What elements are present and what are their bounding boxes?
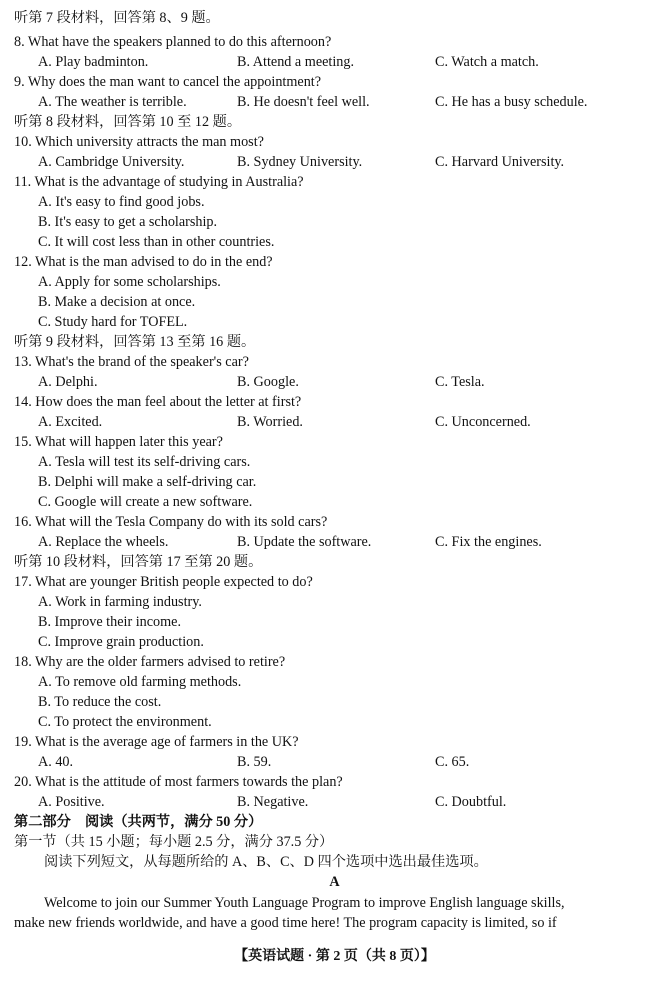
section-header-10: 听第 10 段材料，回答第 17 至第 20 题。 [14,554,263,570]
q20-option-c: C. Doubtful. [435,794,507,810]
q18-option-c: C. To protect the environment. [38,714,212,730]
passage-line-2: make new friends worldwide, and have a good time here! The program capacity is limited, so if [14,915,557,931]
q9-option-c: C. He has a busy schedule. [435,94,588,110]
part2-section1-header: 第一节（共 15 小题；每小题 2.5 分，满分 37.5 分） [14,834,334,850]
q12-option-b: B. Make a decision at once. [38,294,196,310]
q15-option-b: B. Delphi will make a self-driving car. [38,474,257,490]
section-header-8: 听第 8 段材料，回答第 10 至 12 题。 [14,114,242,130]
q14-option-b: B. Worried. [237,414,303,430]
q13-option-b: B. Google. [237,374,299,390]
q20-option-a: A. Positive. [38,794,105,810]
question-12: 12. What is the man advised to do in the end? [14,254,273,270]
q11-option-b: B. It's easy to get a scholarship. [38,214,218,230]
question-16: 16. What will the Tesla Company do with its sold cars? [14,514,328,530]
q19-option-a: A. 40. [38,754,74,770]
q8-option-a: A. Play badminton. [38,54,149,70]
q13-option-a: A. Delphi. [38,374,98,390]
q9-option-a: A. The weather is terrible. [38,94,187,110]
q16-option-b: B. Update the software. [237,534,372,550]
q8-option-c: C. Watch a match. [435,54,539,70]
q20-option-b: B. Negative. [237,794,309,810]
question-13: 13. What's the brand of the speaker's car? [14,354,249,370]
part2-instruction: 阅读下列短文，从每题所给的 A、B、C、D 四个选项中选出最佳选项。 [44,854,488,870]
q11-option-c: C. It will cost less than in other countries. [38,234,275,250]
question-8: 8. What have the speakers planned to do this afternoon? [14,34,332,50]
q16-option-c: C. Fix the engines. [435,534,542,550]
q10-option-c: C. Harvard University. [435,154,565,170]
q10-option-b: B. Sydney University. [237,154,363,170]
question-15: 15. What will happen later this year? [14,434,223,450]
q15-option-c: C. Google will create a new software. [38,494,253,510]
q19-option-c: C. 65. [435,754,470,770]
section-header-9: 听第 9 段材料，回答第 13 至第 16 题。 [14,334,256,350]
q17-option-b: B. Improve their income. [38,614,182,630]
q11-option-a: A. It's easy to find good jobs. [38,194,205,210]
q17-option-c: C. Improve grain production. [38,634,204,650]
question-10: 10. Which university attracts the man most? [14,134,264,150]
q8-option-b: B. Attend a meeting. [237,54,355,70]
page-footer: 【英语试题 · 第 2 页（共 8 页）】 [234,949,435,964]
q14-option-c: C. Unconcerned. [435,414,531,430]
question-11: 11. What is the advantage of studying in Australia? [14,174,304,190]
section-header-7: 听第 7 段材料，回答第 8、9 题。 [14,10,220,26]
passage-label: A [329,874,340,890]
question-14: 14. How does the man feel about the letter at first? [14,394,302,410]
question-20: 20. What is the attitude of most farmers towards the plan? [14,774,343,790]
question-17: 17. What are younger British people expected to do? [14,574,313,590]
q9-option-b: B. He doesn't feel well. [237,94,370,110]
question-9: 9. Why does the man want to cancel the appointment? [14,74,322,90]
q13-option-c: C. Tesla. [435,374,485,390]
q18-option-a: A. To remove old farming methods. [38,674,242,690]
q12-option-c: C. Study hard for TOFEL. [38,314,188,330]
q14-option-a: A. Excited. [38,414,103,430]
question-18: 18. Why are the older farmers advised to retire? [14,654,286,670]
q18-option-b: B. To reduce the cost. [38,694,162,710]
passage-line-1: Welcome to join our Summer Youth Language Program to improve English language skills, [44,895,565,911]
q17-option-a: A. Work in farming industry. [38,594,202,610]
q12-option-a: A. Apply for some scholarships. [38,274,221,290]
part2-title: 第二部分 阅读（共两节，满分 50 分） [14,814,263,830]
q16-option-a: A. Replace the wheels. [38,534,169,550]
q15-option-a: A. Tesla will test its self-driving cars. [38,454,251,470]
question-19: 19. What is the average age of farmers in the UK? [14,734,299,750]
q10-option-a: A. Cambridge University. [38,154,185,170]
q19-option-b: B. 59. [237,754,272,770]
